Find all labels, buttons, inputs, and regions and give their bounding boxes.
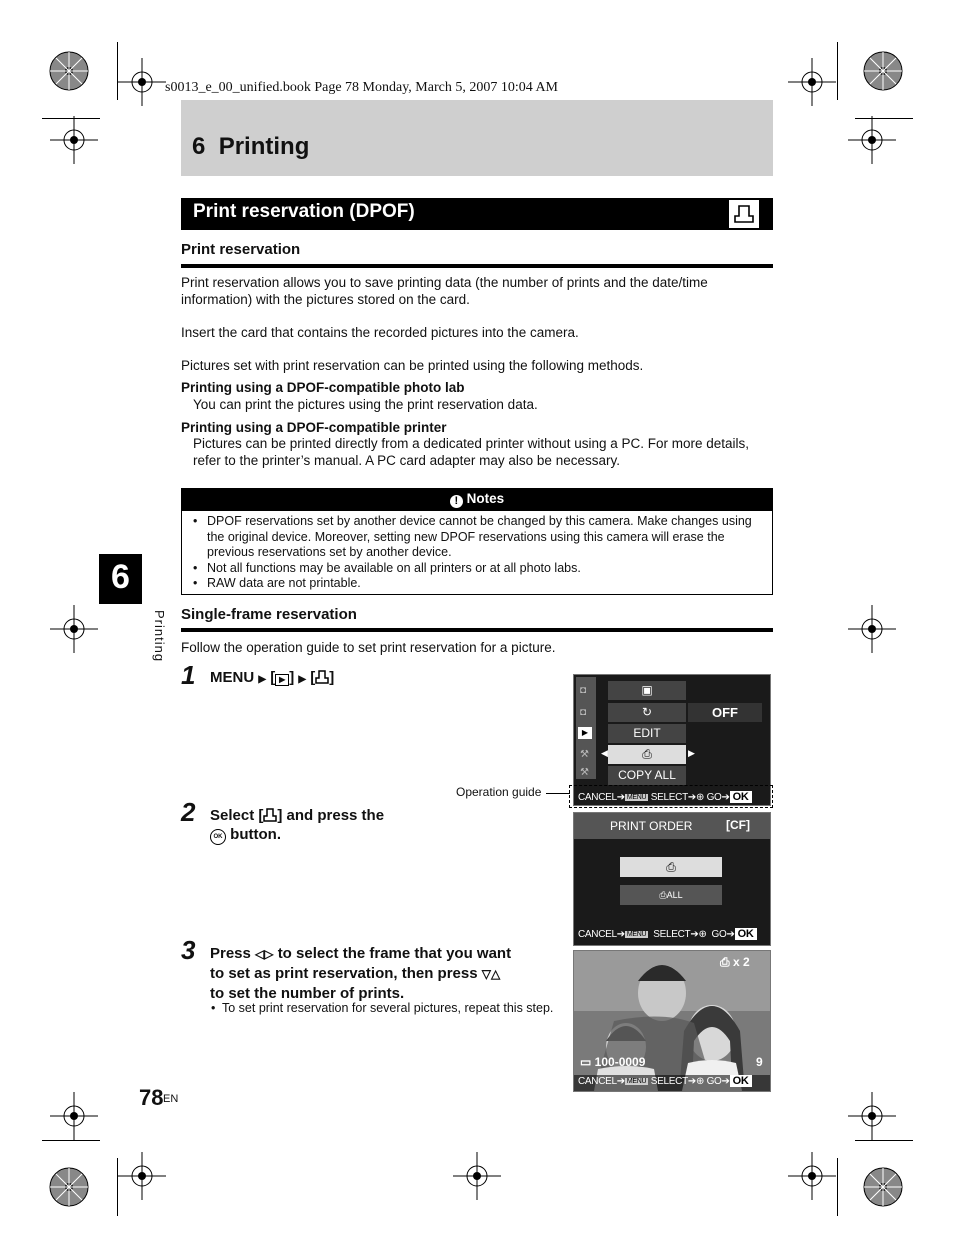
notes-list bbox=[190, 514, 760, 592]
menu-item-print[interactable]: ⎙ bbox=[608, 745, 686, 764]
all-print-option[interactable]: ⎙ALL bbox=[620, 885, 722, 905]
menu-item-slideshow[interactable]: ▣ bbox=[608, 681, 686, 700]
operation-guide-highlight bbox=[569, 785, 773, 808]
arrow-right-icon: ▶ bbox=[258, 674, 267, 685]
print-icon bbox=[728, 199, 760, 229]
step-3-text-c: to set as print reservation, then press bbox=[210, 965, 478, 982]
guide-select: SELECT bbox=[650, 1076, 688, 1087]
print-reservation-heading: Print reservation bbox=[181, 241, 301, 258]
paragraph: Pictures set with print reservation can be printed using the following methods. bbox=[181, 358, 644, 373]
step-number: 2 bbox=[181, 797, 196, 827]
up-down-buttons-icon: ▽△ bbox=[481, 967, 501, 981]
method-title: Printing using a DPOF-compatible printer bbox=[181, 420, 447, 435]
chapter-tab: 6 bbox=[99, 554, 142, 604]
guide-ok: OK bbox=[730, 791, 752, 803]
notes-title: Notes bbox=[466, 491, 505, 506]
guide-menu: MENU bbox=[626, 793, 647, 801]
all-label: ALL bbox=[666, 890, 683, 900]
chapter-tab-label: Printing bbox=[152, 610, 167, 663]
crosshair-icon bbox=[50, 1092, 98, 1140]
menu-item-copy-all[interactable]: COPY ALL bbox=[608, 766, 686, 785]
playback-tab-icon: ▶ bbox=[578, 727, 592, 739]
operation-guide-bar: CANCEL➔ MENU SELECT➔⊕ GO➔ OK bbox=[578, 928, 757, 940]
list-item: • DPOF reservations set by another device cannot be changed by this camera. Make changes using the original device. Moreover, setting new DPOF reservations using this camera will erase the previous reservations set by another device. bbox=[190, 514, 760, 561]
guide-select: SELECT bbox=[653, 929, 691, 940]
step-3-text-a: Press bbox=[210, 945, 251, 962]
guide-go: GO bbox=[706, 792, 722, 803]
crosshair-icon bbox=[118, 58, 166, 106]
arrow-right-icon: ▶ bbox=[688, 748, 695, 758]
family-photo bbox=[574, 951, 770, 1091]
dial-icon: ⊕ bbox=[698, 929, 707, 940]
method-text: You can print the pictures using the print reservation data. bbox=[193, 397, 538, 412]
crop-mark bbox=[837, 42, 838, 100]
step-3-text bbox=[210, 944, 560, 1003]
guide-cancel: CANCEL bbox=[578, 792, 617, 803]
step-2-text-b: ] and press the bbox=[277, 807, 385, 824]
step-3-bullet: • To set print reservation for several pictures, repeat this step. bbox=[211, 1001, 554, 1015]
wrench-icon: ⚒ bbox=[580, 749, 589, 760]
notes-box bbox=[181, 488, 773, 595]
wrench2-icon: ⚒ bbox=[580, 767, 589, 778]
print-icon bbox=[315, 670, 329, 684]
left-right-buttons-icon: ◁▷ bbox=[255, 947, 274, 961]
operation-guide-label: Operation guide bbox=[456, 785, 542, 799]
crosshair-icon bbox=[118, 1152, 166, 1200]
crosshair-icon bbox=[50, 116, 98, 164]
guide-cancel: CANCEL bbox=[578, 929, 617, 940]
heading-rule bbox=[181, 628, 773, 632]
arrow-left-icon: ◀ bbox=[601, 748, 608, 758]
chapter-title bbox=[192, 133, 309, 161]
method-title: Printing using a DPOF-compatible photo lab bbox=[181, 380, 465, 395]
crosshair-icon bbox=[848, 116, 896, 164]
notes-header bbox=[182, 489, 772, 511]
section-title: Print reservation (DPOF) bbox=[193, 201, 415, 222]
list-item: • Not all functions may be available on all printers or at all photo labs. bbox=[190, 561, 760, 577]
print-icon bbox=[263, 808, 277, 822]
chapter-number: 6 bbox=[192, 133, 206, 160]
step-2-text bbox=[210, 806, 384, 845]
crop-mark bbox=[837, 1158, 838, 1216]
print-count: ⎙ x 2 bbox=[720, 955, 750, 969]
step-number: 3 bbox=[181, 935, 196, 965]
guide-cancel: CANCEL bbox=[578, 1076, 617, 1087]
playback-icon: ▶ bbox=[275, 674, 289, 686]
guide-menu: MENU bbox=[626, 1077, 647, 1085]
step-3-text-d: to set the number of prints. bbox=[210, 985, 405, 1002]
guide-menu: MENU bbox=[626, 930, 647, 938]
card-indicator: [CF] bbox=[726, 818, 750, 832]
registration-star-icon bbox=[862, 1166, 904, 1208]
camera-icon: ◘ bbox=[580, 685, 587, 696]
crosshair-icon bbox=[788, 58, 836, 106]
guide-ok: OK bbox=[730, 1075, 752, 1087]
step-3-text-b: to select the frame that you want bbox=[277, 945, 512, 962]
method-text: Pictures can be printed directly from a dedicated printer without using a PC. For more details, refer to the printer’s manual. A PC card adapter may also be necessary. bbox=[193, 436, 750, 468]
operation-guide-bar: CANCEL➔ MENU SELECT➔⊕ GO➔ OK bbox=[578, 791, 752, 803]
guide-go: GO bbox=[706, 1076, 722, 1087]
page-number: 78 bbox=[139, 1085, 164, 1110]
dial-icon: ⊕ bbox=[695, 1076, 705, 1087]
book-info-line: s0013_e_00_unified.book Page 78 Monday, March 5, 2007 10:04 AM bbox=[165, 80, 558, 95]
list-item: • RAW data are not printable. bbox=[190, 576, 760, 592]
guide-select: SELECT bbox=[650, 792, 688, 803]
crosshair-icon bbox=[788, 1152, 836, 1200]
heading-rule bbox=[181, 264, 773, 268]
language-code: EN bbox=[163, 1093, 179, 1105]
single-print-option[interactable]: ⎙ bbox=[620, 857, 722, 877]
registration-star-icon bbox=[862, 50, 904, 92]
crosshair-icon bbox=[50, 605, 98, 653]
camera-screen-photo bbox=[573, 950, 771, 1092]
crosshair-icon bbox=[848, 605, 896, 653]
step-1-text: MENU ▶ [ ▶ ] ▶ [ ] bbox=[210, 669, 335, 686]
crop-mark bbox=[42, 1140, 100, 1141]
arrow-right-icon: ▶ bbox=[298, 674, 307, 685]
crosshair-icon bbox=[848, 1092, 896, 1140]
single-frame-heading: Single-frame reservation bbox=[181, 606, 357, 623]
step-2-text-c: button. bbox=[230, 826, 281, 843]
leader-line bbox=[546, 793, 570, 794]
step-number: 1 bbox=[181, 660, 196, 690]
value-off: OFF bbox=[688, 703, 762, 722]
print-count-value: x 2 bbox=[732, 955, 750, 969]
warning-icon: ! bbox=[450, 495, 463, 508]
dial-icon: ⊕ bbox=[695, 792, 705, 803]
step-3-bullet-text: To set print reservation for several pictures, repeat this step. bbox=[222, 1001, 554, 1015]
operation-guide-bar: CANCEL➔ MENU SELECT➔⊕ GO➔ OK bbox=[574, 1075, 771, 1091]
crop-mark bbox=[855, 1140, 913, 1141]
file-number: ▭ 100-0009 bbox=[580, 1055, 646, 1069]
chapter-name: Printing bbox=[218, 133, 310, 160]
crosshair-icon bbox=[453, 1152, 501, 1200]
menu-label: MENU bbox=[210, 669, 255, 686]
print-order-title: PRINT ORDER bbox=[610, 819, 693, 833]
camera2-icon: ◘ bbox=[580, 707, 587, 718]
paragraph: Insert the card that contains the recorded pictures into the camera. bbox=[181, 325, 579, 340]
registration-star-icon bbox=[48, 1166, 90, 1208]
guide-go: GO bbox=[711, 929, 727, 940]
menu-item-rotate[interactable]: ↻ bbox=[608, 703, 686, 722]
ok-button-icon: OK bbox=[210, 829, 226, 845]
registration-star-icon bbox=[48, 50, 90, 92]
paragraph: Print reservation allows you to save printing data (the number of prints and the date/time information) with the pictures stored on the card. bbox=[181, 275, 708, 307]
file-number-value: 100-0009 bbox=[594, 1055, 646, 1069]
step-2-text-a: Select [ bbox=[210, 807, 264, 824]
camera-screen-print-order bbox=[573, 812, 771, 946]
frame-number: 9 bbox=[756, 1055, 763, 1069]
menu-item-edit[interactable]: EDIT bbox=[608, 724, 686, 743]
paragraph: Follow the operation guide to set print reservation for a picture. bbox=[181, 640, 556, 655]
guide-ok: OK bbox=[735, 928, 757, 940]
